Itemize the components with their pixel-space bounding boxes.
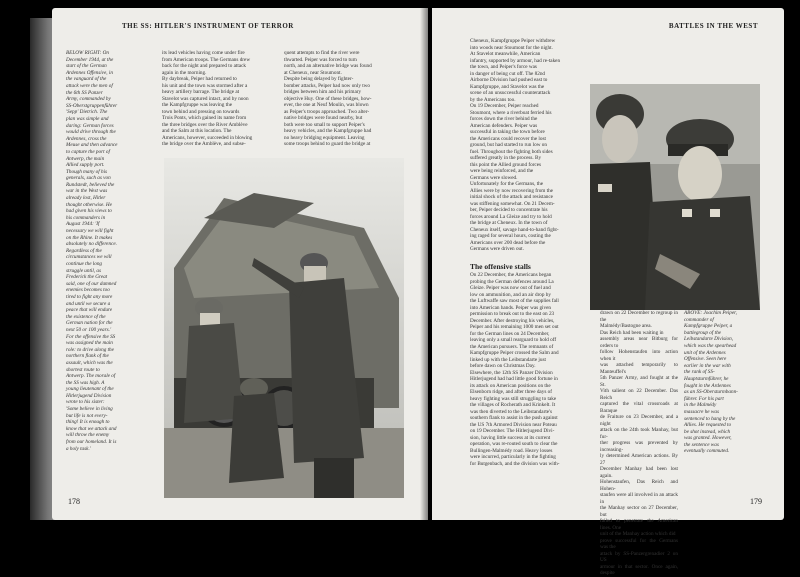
right-column-a: Cheneux, Kampfgruppe Peiper withdrew into woods near Stoumont for the night. At Stavelot meanwhile, American infantry, supported by armour, had re-taken the town, and Peiper's force was in danger of being cut off. The 82nd Airborne Division had pushed east to Kampfgruppe, and Stavelot was the scene of an unsuccessful counterattack by the Americans too. On 19 December, Peiper reached Stoumont, where a riverboat ferried his forces down the river behind the American defenders. Peiper was successful in taking the town before the Americans could recover the lost ground, but had started to run low on fuel. Throughout the fighting both sides suffered greatly in the process. By this point the Allied ground forces were being reinforced, and the Germans were slowed. Unfortunately for the Germans, the Allies were by now recovering from the initial shock of the attack and resistance was stiffening somewhat. On 21 Decem- ber, Peiper decided to concentrate his forces around La Gleize and try to hold the bridge at Cheneux. In the town of Cheneux itself, savage hand-to-hand fight- ing raged for several hours, costing the Americans over 200 dead before the Germans were driven out. — [470, 38, 561, 252]
peiper-portrait-photo — [590, 84, 760, 310]
left-page-number: 178 — [68, 497, 80, 506]
right-column-c: drawn on 22 December to regroup in the Malmédy/Bastogne area. Das Reich had been waiting in assembly areas near Bitburg for orders to follow Hohenstaufen into action when it was attached temporarily to Manteuffel's 5th Panzer Army, and fought at the St. Vith salient on 22 December. Das Reich captured the vital crossroads at Baraque de Fraiture on 23 December, and a night attack on the 24th took Manhay, but fur- ther progress was prevented by increasing- ly determined American actions. By 27 December Manhay had been lost again. Hohenstaufen, Das Reich and Hohen- staufen were all involved in an attack in the Manhay sector on 27 December, but failed to penetrate the American lines. One unit of the Manhay action which did prove successful for the Germans was the attack by SS-Panzergrenadier 2 on US armour in that sector. Once again, despite — [600, 310, 678, 576]
left-running-head: THE SS: HITLER'S INSTRUMENT OF TERROR — [122, 22, 294, 30]
soldiers-halftrack-photo — [164, 158, 404, 498]
right-running-head: BATTLES IN THE WEST — [668, 22, 758, 30]
peiper-photo-caption: ABOVE: Joachim Peiper, commander of Kampfgruppe Peiper, a battlegroup of the Leibstandarte Division, which was the spearhead unit of the Ardennes Offensive. Seen here earlier in the war with the rank of SS- Hauptsturmführer, he fought in the Ardennes as an SS-Obersturmbann- führer. For his part in the Malmédy massacre he was sentenced to hang by the Allies. He requested to be shot instead, which was granted. However, the sentence was eventually commuted. — [684, 310, 738, 455]
left-column-1: its lead vehicles having come under fire from American troops. The Germans drew back for the night and prepared to attack again in the morning. By daybreak, Peiper had returned to his unit and the town was stormed after a heavy artillery barrage. The bridge at Stavelot was captured intact, and by noon the Kampfgruppe was leaving the town behind and pressing on towards Trois Ponts, which gained its name from the three bridges over the River Amblève and the Salm at this location. The Americans, however, succeeded in blowing the bridge over the Amblève, and subse- — [162, 50, 253, 147]
section-heading: The offensive stalls — [470, 262, 531, 271]
left-page — [52, 8, 428, 520]
right-column-b: On 22 December, the Americans began probing the German defences around La Gleize. Peiper was now out of fuel and low on ammunition, and an air drop by the Luftwaffe saw most of the supplies fall into American hands. Peiper was given permission to break out to the east on 23 December. After destroying his vehicles, Peiper and his remaining 1000 men set out for the German lines on 24 December, leaving only a small rearguard to hold off the American pursuers. The remnants of Kampfgruppe Peiper crossed the Salm and linked up with the Leibstandarte just before dawn on Christmas Day. Elsewhere, the 12th SS Panzer Division Hitlerjugend had had little good fortune in its attack on American positions on the Elsenborn ridge, and after three days of heavy fighting was still struggling to take the villages of Rocherath and Krinkelt. It was then diverted to the Leibstandarte's southern flank to assist in the push against the US 7th Armored Division near Poteau on 19 December. The Hitlerjugend Divi- sion, having little success at its current operation, was re-routed south to clear the Bullingen-Malmédy road. Heavy losses were incurred, particularly in the fighting for Butgenbach, and the division was with- — [470, 272, 560, 467]
left-sidebar-caption: BELOW RIGHT: On December 1944, at the start of the German Ardennes Offensive, in the vanguard of the attack were the men of the 6th SS Panzer Army, commanded by SS-Oberstgruppenführer 'Sepp' Dietrich. The plan was simple and daring: German forces would drive through the Ardennes, cross the Meuse and then advance to capture the port of Antwerp, the main Allied supply port. Though many of his generals, such as von Rundstedt, believed the war in the West was already lost, Hitler thought otherwise. He had given his views to his commanders in August 1944: 'If necessary we will fight on the Rhine. It makes absolutely no difference. Regardless of the circumstances we will continue the long struggle until, as Frederick the Great said, one of our damned enemies becomes too tired to fight any more and until we secure a peace that will endure the existence of the German nation for the next 50 or 100 years.' For the offensive the SS was assigned the main role: to drive along the northern flank of the assault, which was the shortest route to Antwerp. The morale of the SS was high. A young lieutenant of the Hitlerjugend Division wrote to his sister: 'Some believe in living but life is not every- thing! It is enough to know that we attack and will throw the enemy from our homeland. It is a holy task.' — [66, 50, 118, 452]
right-page-number: 179 — [750, 497, 762, 506]
right-page — [432, 8, 784, 576]
left-column-2: quent attempts to find the river were thwarted. Peiper was forced to turn north, and an alternative bridge was found at Cheneux, near Stoumont. Despite being delayed by fighter- bomber attacks, Peiper had now only two bridges between him and his primary objective Huy. One of these bridges, how- ever, the one at Neuf Moulin, was blown as Peiper's troops approached. Two alter- native bridges were found nearby, but both were too small to support Peiper's heavy vehicles, and the Kampfgruppe had no heavy bridging equipment. Leaving some troops behind to guard the bridge at — [284, 50, 372, 147]
